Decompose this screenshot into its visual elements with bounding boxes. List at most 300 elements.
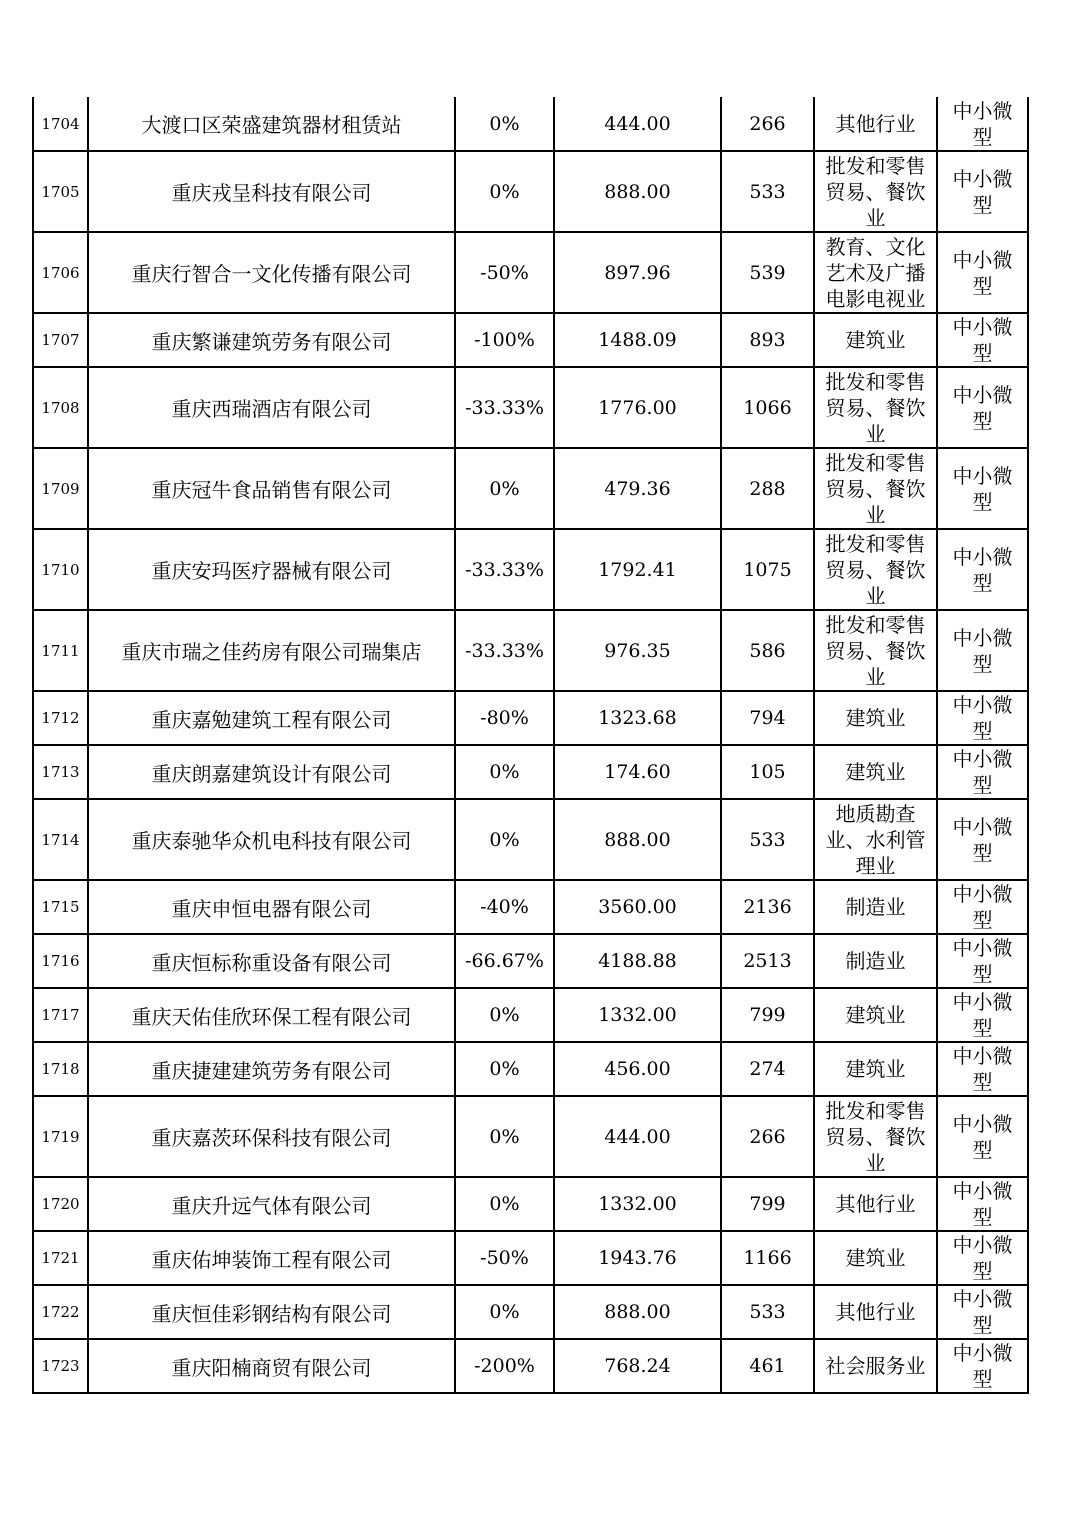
table-row (33, 880, 1028, 934)
company-name-cell-text: 重庆泰驰华众机电科技有限公司 (131, 829, 412, 853)
count-cell-text: 1066 (743, 396, 792, 419)
industry-cell-text: 批发和零售贸易、餐饮业 (825, 531, 926, 608)
industry-cell (814, 799, 937, 880)
table-row (33, 1339, 1028, 1393)
row-number-cell-text: 1714 (41, 830, 80, 849)
count-cell-text: 794 (749, 707, 786, 729)
industry-cell (814, 232, 937, 313)
enterprise-type-cell (937, 610, 1028, 691)
table-body (33, 97, 1028, 1393)
company-name-cell (88, 1177, 455, 1231)
amount-cell-text: 768.24 (604, 1355, 671, 1377)
enterprise-type-cell-text: 中小微型 (952, 814, 1013, 865)
company-name-cell (88, 151, 455, 232)
percent-cell (455, 691, 554, 745)
row-number-cell (33, 151, 88, 232)
amount-cell (554, 799, 721, 880)
enterprise-type-cell (937, 1042, 1028, 1096)
percent-cell-text: 0% (489, 477, 520, 500)
enterprise-type-cell-text: 中小微型 (952, 936, 1013, 986)
count-cell-text: 2136 (743, 896, 792, 918)
industry-cell-text: 社会服务业 (825, 1354, 926, 1378)
amount-cell (554, 367, 721, 448)
industry-cell-text: 其他行业 (835, 1300, 916, 1324)
count-cell (721, 799, 814, 880)
industry-cell-text: 其他行业 (835, 111, 916, 136)
table-row (33, 313, 1028, 367)
row-number-cell-text: 1715 (41, 898, 80, 916)
percent-cell-text: -200% (474, 1355, 535, 1377)
enterprise-type-cell-text: 中小微型 (952, 1044, 1013, 1094)
count-cell (721, 1285, 814, 1339)
amount-cell (554, 1285, 721, 1339)
count-cell (721, 448, 814, 529)
amount-cell (554, 988, 721, 1042)
enterprise-type-cell-text: 中小微型 (952, 98, 1013, 149)
enterprise-type-cell-text: 中小微型 (952, 1287, 1013, 1337)
company-name-cell-text: 重庆阳楠商贸有限公司 (171, 1355, 372, 1380)
count-cell (721, 151, 814, 232)
percent-cell (455, 367, 554, 448)
enterprise-type-cell (937, 745, 1028, 799)
table-row (33, 1096, 1028, 1177)
company-name-cell (88, 448, 455, 529)
industry-cell-text: 建筑业 (845, 760, 906, 784)
amount-cell-text: 897.96 (604, 261, 671, 284)
amount-cell-text: 1332.00 (598, 1004, 677, 1026)
industry-cell (814, 1096, 937, 1177)
industry-cell (814, 988, 937, 1042)
industry-cell-text: 批发和零售贸易、餐饮业 (825, 450, 926, 527)
row-number-cell-text: 1711 (41, 641, 80, 660)
percent-cell (455, 529, 554, 610)
count-cell-text: 105 (749, 761, 786, 783)
company-name-cell (88, 691, 455, 745)
company-name-cell-text: 重庆安玛医疗器械有限公司 (151, 559, 392, 583)
amount-cell (554, 529, 721, 610)
table-row (33, 367, 1028, 448)
company-name-cell-text: 重庆繁谦建筑劳务有限公司 (151, 329, 392, 354)
company-name-cell (88, 799, 455, 880)
amount-cell-text: 479.36 (604, 477, 671, 500)
industry-cell (814, 97, 937, 151)
percent-cell (455, 1042, 554, 1096)
row-number-cell-text: 1706 (41, 263, 80, 282)
company-name-cell (88, 232, 455, 313)
amount-cell (554, 1042, 721, 1096)
enterprise-type-cell-text: 中小微型 (952, 693, 1013, 743)
row-number-cell (33, 1339, 88, 1393)
count-cell (721, 610, 814, 691)
industry-cell-text: 批发和零售贸易、餐饮业 (825, 1098, 926, 1175)
count-cell-text: 288 (749, 477, 786, 500)
enterprise-type-cell (937, 1339, 1028, 1393)
enterprise-type-cell (937, 1096, 1028, 1177)
amount-cell-text: 1776.00 (598, 396, 677, 419)
table-row (33, 232, 1028, 313)
company-name-cell (88, 313, 455, 367)
enterprise-type-cell (937, 1177, 1028, 1231)
enterprise-type-cell (937, 448, 1028, 529)
row-number-cell-text: 1712 (41, 709, 80, 727)
row-number-cell-text: 1704 (41, 114, 80, 133)
enterprise-type-cell-text: 中小微型 (952, 882, 1013, 932)
enterprise-type-cell-text: 中小微型 (952, 1111, 1013, 1162)
enterprise-type-cell (937, 367, 1028, 448)
row-number-cell (33, 1042, 88, 1096)
count-cell (721, 880, 814, 934)
percent-cell-text: -50% (480, 261, 529, 284)
industry-cell-text: 制造业 (845, 949, 906, 973)
enterprise-type-cell (937, 691, 1028, 745)
industry-cell (814, 1231, 937, 1285)
amount-cell-text: 174.60 (604, 761, 671, 783)
company-name-cell (88, 988, 455, 1042)
percent-cell-text: 0% (489, 1193, 520, 1215)
percent-cell (455, 1096, 554, 1177)
company-name-cell-text: 重庆朗嘉建筑设计有限公司 (151, 761, 392, 786)
industry-cell (814, 745, 937, 799)
amount-cell-text: 888.00 (604, 1301, 671, 1323)
percent-cell (455, 934, 554, 988)
row-number-cell (33, 988, 88, 1042)
percent-cell (455, 97, 554, 151)
industry-cell-text: 批发和零售贸易、餐饮业 (825, 369, 926, 446)
percent-cell-text: 0% (489, 112, 520, 135)
row-number-cell-text: 1720 (41, 1195, 80, 1213)
row-number-cell-text: 1709 (41, 479, 80, 498)
row-number-cell (33, 745, 88, 799)
count-cell (721, 367, 814, 448)
company-name-cell-text: 重庆行智合一文化传播有限公司 (131, 262, 412, 286)
row-number-cell (33, 934, 88, 988)
amount-cell (554, 97, 721, 151)
percent-cell (455, 1339, 554, 1393)
enterprise-type-cell-text: 中小微型 (952, 1341, 1013, 1391)
count-cell-text: 799 (749, 1193, 786, 1215)
row-number-cell (33, 367, 88, 448)
enterprise-type-cell (937, 1231, 1028, 1285)
table-row (33, 934, 1028, 988)
enterprise-type-cell-text: 中小微型 (952, 625, 1013, 676)
enterprise-type-cell-text: 中小微型 (952, 247, 1013, 298)
enterprise-type-cell-text: 中小微型 (952, 382, 1013, 433)
count-cell (721, 232, 814, 313)
company-name-cell (88, 1285, 455, 1339)
company-name-cell (88, 1096, 455, 1177)
company-name-cell-text: 重庆西瑞酒店有限公司 (171, 397, 372, 421)
percent-cell-text: -50% (480, 1247, 529, 1269)
industry-cell-text: 建筑业 (845, 1003, 906, 1027)
count-cell-text: 586 (749, 639, 786, 662)
count-cell-text: 2513 (743, 950, 792, 972)
enterprise-type-cell (937, 1285, 1028, 1339)
industry-cell-text: 建筑业 (845, 1057, 906, 1081)
count-cell (721, 691, 814, 745)
enterprise-type-cell-text: 中小微型 (952, 166, 1013, 217)
enterprise-type-cell-text: 中小微型 (952, 747, 1013, 797)
percent-cell (455, 745, 554, 799)
industry-cell (814, 1042, 937, 1096)
table-row (33, 448, 1028, 529)
count-cell-text: 266 (749, 112, 786, 135)
enterprise-type-cell (937, 232, 1028, 313)
row-number-cell (33, 610, 88, 691)
count-cell (721, 529, 814, 610)
row-number-cell (33, 448, 88, 529)
row-number-cell-text: 1723 (41, 1357, 80, 1375)
count-cell (721, 1339, 814, 1393)
percent-cell-text: -40% (480, 896, 529, 918)
count-cell (721, 1042, 814, 1096)
percent-cell-text: 0% (489, 1058, 520, 1080)
enterprise-type-cell-text: 中小微型 (952, 544, 1013, 595)
percent-cell-text: -33.33% (465, 396, 544, 419)
percent-cell (455, 880, 554, 934)
amount-cell (554, 610, 721, 691)
company-name-cell-text: 重庆恒标称重设备有限公司 (151, 950, 392, 975)
company-name-cell (88, 934, 455, 988)
amount-cell-text: 976.35 (604, 639, 671, 662)
count-cell (721, 313, 814, 367)
count-cell (721, 1231, 814, 1285)
percent-cell (455, 151, 554, 232)
percent-cell-text: -80% (480, 707, 529, 729)
count-cell-text: 533 (749, 1301, 786, 1323)
company-name-cell (88, 529, 455, 610)
industry-cell (814, 1285, 937, 1339)
table-row (33, 799, 1028, 880)
count-cell-text: 1166 (743, 1247, 792, 1269)
percent-cell-text: 0% (489, 828, 520, 851)
amount-cell (554, 232, 721, 313)
table-row (33, 610, 1028, 691)
industry-cell-text: 批发和零售贸易、餐饮业 (825, 153, 926, 230)
amount-cell-text: 456.00 (604, 1058, 671, 1080)
company-name-cell-text: 重庆戎呈科技有限公司 (171, 181, 372, 205)
company-name-cell (88, 745, 455, 799)
amount-cell-text: 1488.09 (598, 329, 677, 351)
row-number-cell (33, 529, 88, 610)
row-number-cell-text: 1719 (41, 1127, 80, 1146)
company-name-cell-text: 重庆嘉勉建筑工程有限公司 (151, 707, 392, 732)
company-name-cell-text: 重庆申恒电器有限公司 (171, 896, 372, 921)
company-name-cell-text: 重庆捷建建筑劳务有限公司 (151, 1058, 392, 1083)
amount-cell-text: 1943.76 (598, 1247, 677, 1269)
amount-cell (554, 934, 721, 988)
count-cell-text: 274 (749, 1058, 786, 1080)
company-name-cell-text: 重庆嘉茨环保科技有限公司 (151, 1126, 392, 1150)
percent-cell (455, 1231, 554, 1285)
amount-cell (554, 448, 721, 529)
row-number-cell (33, 1177, 88, 1231)
amount-cell-text: 444.00 (604, 1125, 671, 1148)
industry-cell-text: 地质勘查业、水利管理业 (825, 801, 926, 878)
enterprise-type-cell-text: 中小微型 (952, 1179, 1013, 1229)
enterprise-type-cell (937, 880, 1028, 934)
enterprise-type-cell (937, 97, 1028, 151)
count-cell-text: 266 (749, 1125, 786, 1148)
amount-cell (554, 151, 721, 232)
percent-cell-text: -33.33% (465, 558, 544, 581)
row-number-cell-text: 1716 (41, 952, 80, 970)
percent-cell (455, 313, 554, 367)
table-row (33, 745, 1028, 799)
row-number-cell-text: 1721 (41, 1249, 80, 1267)
company-name-cell-text: 重庆升远气体有限公司 (171, 1193, 372, 1218)
enterprise-type-cell (937, 313, 1028, 367)
company-name-cell-text: 重庆恒佳彩钢结构有限公司 (151, 1301, 392, 1326)
amount-cell (554, 745, 721, 799)
percent-cell-text: 0% (489, 761, 520, 783)
count-cell (721, 1096, 814, 1177)
table-row (33, 1231, 1028, 1285)
enterprise-type-cell (937, 934, 1028, 988)
row-number-cell-text: 1705 (41, 182, 80, 201)
company-name-cell (88, 367, 455, 448)
percent-cell (455, 448, 554, 529)
industry-cell (814, 880, 937, 934)
industry-cell (814, 610, 937, 691)
company-name-cell (88, 1339, 455, 1393)
amount-cell-text: 4188.88 (598, 950, 677, 972)
count-cell-text: 539 (749, 261, 786, 284)
amount-cell (554, 1096, 721, 1177)
table-row (33, 97, 1028, 151)
amount-cell-text: 888.00 (604, 180, 671, 203)
percent-cell-text: 0% (489, 1125, 520, 1148)
percent-cell-text: 0% (489, 1004, 520, 1026)
amount-cell (554, 313, 721, 367)
row-number-cell (33, 1285, 88, 1339)
company-name-cell (88, 880, 455, 934)
amount-cell-text: 444.00 (604, 112, 671, 135)
company-name-cell-text: 重庆天佑佳欣环保工程有限公司 (131, 1004, 412, 1029)
company-name-cell-text: 重庆市瑞之佳药房有限公司瑞集店 (121, 640, 422, 664)
amount-cell-text: 1792.41 (598, 558, 677, 581)
row-number-cell (33, 691, 88, 745)
percent-cell-text: -33.33% (465, 639, 544, 662)
table-row (33, 1042, 1028, 1096)
table-row (33, 1285, 1028, 1339)
industry-cell (814, 151, 937, 232)
count-cell-text: 533 (749, 828, 786, 851)
percent-cell (455, 1285, 554, 1339)
industry-cell (814, 313, 937, 367)
company-name-cell (88, 1042, 455, 1096)
amount-cell (554, 880, 721, 934)
row-number-cell-text: 1707 (41, 331, 80, 349)
enterprise-type-cell-text: 中小微型 (952, 315, 1013, 365)
industry-cell (814, 1177, 937, 1231)
count-cell (721, 1177, 814, 1231)
enterprise-type-cell-text: 中小微型 (952, 463, 1013, 514)
amount-cell-text: 1332.00 (598, 1193, 677, 1215)
count-cell (721, 745, 814, 799)
count-cell-text: 893 (749, 329, 786, 351)
row-number-cell-text: 1708 (41, 398, 80, 417)
row-number-cell (33, 799, 88, 880)
company-name-cell-text: 大渡口区荣盛建筑器材租赁站 (141, 113, 402, 137)
industry-cell (814, 367, 937, 448)
enterprise-type-cell (937, 799, 1028, 880)
company-name-cell (88, 97, 455, 151)
industry-cell (814, 934, 937, 988)
percent-cell (455, 799, 554, 880)
industry-cell-text: 制造业 (845, 895, 906, 919)
row-number-cell-text: 1718 (41, 1060, 80, 1078)
industry-cell-text: 其他行业 (835, 1192, 916, 1216)
industry-cell (814, 529, 937, 610)
percent-cell-text: 0% (489, 180, 520, 203)
count-cell-text: 533 (749, 180, 786, 203)
industry-cell-text: 建筑业 (845, 328, 906, 352)
percent-cell (455, 610, 554, 691)
table-row (33, 151, 1028, 232)
row-number-cell (33, 97, 88, 151)
row-number-cell (33, 880, 88, 934)
table-row (33, 1177, 1028, 1231)
count-cell (721, 988, 814, 1042)
amount-cell (554, 1231, 721, 1285)
count-cell (721, 934, 814, 988)
amount-cell-text: 3560.00 (598, 896, 677, 918)
row-number-cell (33, 313, 88, 367)
amount-cell-text: 888.00 (604, 828, 671, 851)
enterprise-table (32, 97, 1029, 1394)
row-number-cell-text: 1722 (41, 1303, 80, 1321)
industry-cell (814, 1339, 937, 1393)
industry-cell (814, 691, 937, 745)
row-number-cell (33, 232, 88, 313)
company-name-cell-text: 重庆佑坤装饰工程有限公司 (151, 1247, 392, 1272)
table-row (33, 988, 1028, 1042)
company-name-cell (88, 1231, 455, 1285)
count-cell-text: 461 (749, 1355, 786, 1377)
count-cell-text: 799 (749, 1004, 786, 1026)
industry-cell-text: 教育、文化艺术及广播电影电视业 (825, 234, 926, 311)
row-number-cell (33, 1231, 88, 1285)
percent-cell-text: -100% (474, 329, 535, 351)
amount-cell (554, 1177, 721, 1231)
industry-cell-text: 批发和零售贸易、餐饮业 (825, 612, 926, 689)
amount-cell (554, 1339, 721, 1393)
enterprise-type-cell (937, 988, 1028, 1042)
row-number-cell-text: 1717 (41, 1006, 80, 1024)
amount-cell-text: 1323.68 (598, 707, 677, 729)
company-name-cell-text: 重庆冠牛食品销售有限公司 (151, 478, 392, 502)
industry-cell-text: 建筑业 (845, 706, 906, 730)
enterprise-type-cell-text: 中小微型 (952, 1233, 1013, 1283)
percent-cell (455, 232, 554, 313)
table-row (33, 529, 1028, 610)
percent-cell (455, 988, 554, 1042)
enterprise-type-cell (937, 151, 1028, 232)
percent-cell-text: 0% (489, 1301, 520, 1323)
industry-cell (814, 448, 937, 529)
industry-cell-text: 建筑业 (845, 1246, 906, 1270)
enterprise-type-cell (937, 529, 1028, 610)
row-number-cell (33, 1096, 88, 1177)
row-number-cell-text: 1713 (41, 763, 80, 781)
company-name-cell (88, 610, 455, 691)
percent-cell-text: -66.67% (465, 950, 544, 972)
count-cell-text: 1075 (743, 558, 792, 581)
percent-cell (455, 1177, 554, 1231)
count-cell (721, 97, 814, 151)
amount-cell (554, 691, 721, 745)
enterprise-type-cell-text: 中小微型 (952, 990, 1013, 1040)
